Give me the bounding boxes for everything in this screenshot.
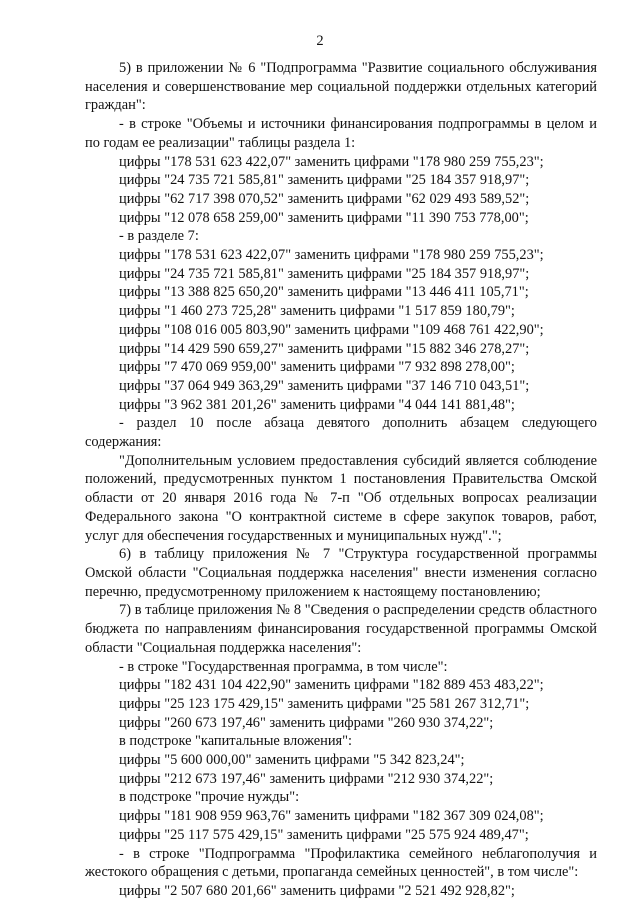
text-line: цифры "62 717 398 070,52" заменить цифрами "62 029 493 589,52"; xyxy=(119,190,530,207)
text-line: цифры "13 388 825 650,20" заменить цифрами "13 446 411 105,71"; xyxy=(119,284,529,301)
text-line: цифры "12 078 658 259,00" заменить цифрами "11 390 753 778,00"; xyxy=(119,209,529,226)
text-line: цифры "25 123 175 429,15" заменить цифрами "25 581 267 312,71"; xyxy=(119,695,530,712)
text-line: цифры "182 431 104 422,90" заменить цифрами "182 889 453 483,22"; xyxy=(119,677,544,694)
text-line: цифры "24 735 721 585,81" заменить цифрами "25 184 357 918,97"; xyxy=(119,172,530,189)
paragraph: "Дополнительным условием предоставления субсидий является соблюдение положений, предусмотренных пунктом 1 постановления Правительства Омской области от 20 января 2016 года № 7-п "Об отдельных вопросах реализации Федерального закона "О контрактной системе в сфере закупок товаров, работ, услуг для обеспечения государственных и муниципальных нужд"."; xyxy=(85,452,597,544)
text-line: цифры "178 531 623 422,07" заменить цифрами "178 980 259 755,23"; xyxy=(119,153,544,170)
text-line: цифры "24 735 721 585,81" заменить цифрами "25 184 357 918,97"; xyxy=(119,265,530,282)
text-line: цифры "260 673 197,46" заменить цифрами "260 930 374,22"; xyxy=(119,714,494,731)
text-line: цифры "14 429 590 659,27" заменить цифрами "15 882 346 278,27"; xyxy=(119,340,530,357)
text-line: цифры "181 908 959 963,76" заменить цифрами "182 367 309 024,08"; xyxy=(119,808,544,825)
text-line: - в разделе 7: xyxy=(119,228,199,245)
text-line: - в строке "Государственная программа, в том числе": xyxy=(119,658,448,675)
paragraph: - в строке "Подпрограмма "Профилактика семейного неблагополучия и жестокого обращения с детьми, пропаганда семейных ценностей", в том числе": xyxy=(85,845,597,881)
document-body xyxy=(85,59,597,901)
text-line: цифры "108 016 005 803,90" заменить цифрами "109 468 761 422,90"; xyxy=(119,321,544,338)
page-number: 2 xyxy=(316,33,324,49)
paragraph: - в строке "Объемы и источники финансирования подпрограммы в целом и по годам ее реализации" таблицы раздела 1: xyxy=(85,116,597,151)
text-line: в подстроке "прочие нужды": xyxy=(119,789,300,806)
text-line: цифры "1 460 273 725,28" заменить цифрами "1 517 859 180,79"; xyxy=(119,303,515,320)
text-line: цифры "7 470 069 959,00" заменить цифрами "7 932 898 278,00"; xyxy=(119,359,515,376)
paragraph: 6) в таблицу приложения № 7 "Структура государственной программы Омской области "Социальная поддержка населения" внести изменения согласно перечню, предусмотренному приложением к настоящему постановлению; xyxy=(85,546,597,600)
text-line: цифры "2 507 680 201,66" заменить цифрами "2 521 492 928,82"; xyxy=(119,882,515,899)
text-line: цифры "178 531 623 422,07" заменить цифрами "178 980 259 755,23"; xyxy=(119,247,544,264)
text-line: в подстроке "капитальные вложения": xyxy=(119,733,353,750)
text-line: цифры "25 117 575 429,15" заменить цифрами "25 575 924 489,47"; xyxy=(119,826,529,843)
text-line: цифры "37 064 949 363,29" заменить цифрами "37 146 710 043,51"; xyxy=(119,377,530,394)
text-line: цифры "5 600 000,00" заменить цифрами "5 342 823,24"; xyxy=(119,752,465,769)
text-line: цифры "3 962 381 201,26" заменить цифрами "4 044 141 881,48"; xyxy=(119,396,515,413)
text-line: цифры "212 673 197,46" заменить цифрами "212 930 374,22"; xyxy=(119,770,494,787)
paragraph: 7) в таблице приложения № 8 "Сведения о распределении средств областного бюджета по направлениям финансирования государственной программы Омской области "Социальная поддержка населения": xyxy=(85,602,597,656)
paragraph: 5) в приложении № 6 "Подпрограмма "Развитие социального обслуживания населения и совершенствование мер социальной поддержки отдельных категорий граждан": xyxy=(85,60,597,114)
paragraph: - раздел 10 после абзаца девятого дополнить абзацем следующего содержания: xyxy=(85,415,597,451)
